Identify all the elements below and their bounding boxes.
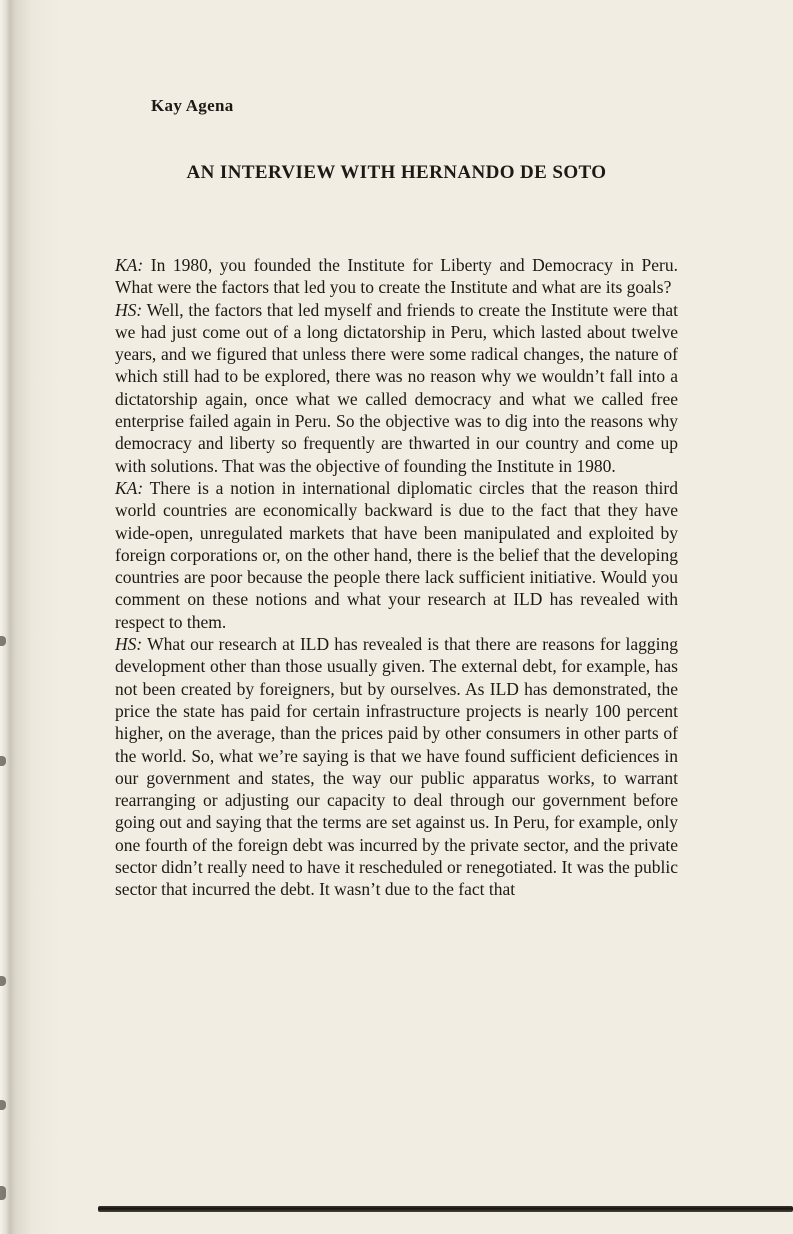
page-content xyxy=(115,0,678,901)
interview-paragraph: KA: In 1980, you founded the Institute for Liberty and Democracy in Peru. What were the factors that led you to create the Institute and what are its goals? xyxy=(115,255,678,298)
scan-artifact xyxy=(0,1100,6,1110)
scan-artifact xyxy=(0,756,6,766)
interview-paragraph: HS: What our research at ILD has revealed is that there are reasons for lagging development other than those usually given. The external debt, for example, has not been created by foreigners, but by ourselves. As ILD has demonstrated, the price the state has paid for certain infrastructure projects is nearly 100 percent higher, on the average, than the prices paid by other consumers in other parts of the world. So, what we’re saying is that we have found sufficient deficiences in our government and states, the way our public apparatus works, to warrant rearranging or adjusting our capacity to deal through our government before going out and saying that the terms are set against us. In Peru, for example, only one fourth of the foreign debt was incurred by the private sector, and the private sector didn’t really need to have it rescheduled or renegotiated. It was the public sector that incurred the debt. It wasn’t due to the fact that xyxy=(115,634,678,900)
speaker-label: KA: xyxy=(115,477,144,498)
scan-edge-bottom xyxy=(98,1206,793,1212)
scan-artifact xyxy=(0,636,6,646)
author-name: Kay Agena xyxy=(151,96,234,115)
scan-artifact xyxy=(0,1186,6,1200)
speaker-label: KA: xyxy=(115,255,144,275)
speaker-label: HS: xyxy=(115,634,143,655)
interview-paragraph: KA: There is a notion in international diplomatic circles that the reason third world countries are economically backward is due to the fact that they have wide-open, unregulated markets that have been manipulated and exploited by foreign corporations or, on the other hand, there is the belief that the developing countries are poor because the people there lack sufficient initiative. Would you comment on these notions and what your research at ILD has revealed with respect to them. xyxy=(115,477,678,632)
interview-body xyxy=(115,254,678,901)
speaker-label: HS: xyxy=(115,299,143,320)
scan-artifact xyxy=(0,976,6,986)
interview-paragraph: HS: Well, the factors that led myself and friends to create the Institute were that we had just come out of a long dictatorship in Peru, which lasted about twelve years, and we figured that unless there were some radical changes, the nature of which still had to be explored, there was no reason why we wouldn’t fall into a dictatorship again, once what we called democracy and what we called free enterprise failed again in Peru. So the objective was to dig into the reasons why democracy and liberty so frequently are thwarted in our country and come up with solutions. That was the objective of founding the Institute in 1980. xyxy=(115,299,678,476)
page-title: AN INTERVIEW WITH HERNANDO DE SOTO xyxy=(186,162,607,183)
